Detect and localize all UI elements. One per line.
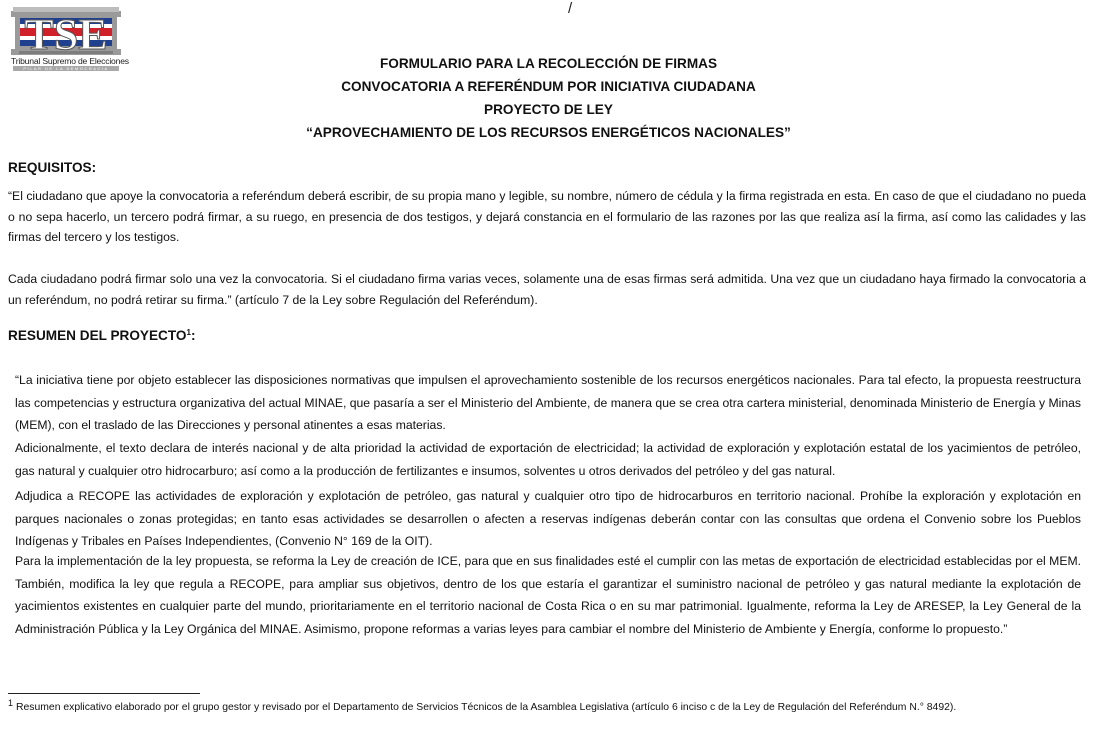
footnote-text: Resumen explicativo elaborado por el grupo gestor y revisado por el Departamento de Servicios Técnicos de la Asamblea Legislativa (artículo 6 inciso c de la Ley de Regulación del Referéndum N.° 8492). <box>16 702 957 713</box>
resumen-paragraph-4: Para la implementación de la ley propuesta, se reforma la Ley de creación de ICE, para que en sus finalidades esté el cumplir con las metas de exportación de electricidad establecidas por el MEM. También, modifica la ley que regula a RECOPE, para ampliar sus objetivos, dentro de los que estaría el garantizar el suministro nacional de petróleo y gas natural mediante la explotación de yacimientos existentes en cualquier parte del mundo, prioritariamente en el territorio nacional de Costa Rica o en su mar patrimonial. Igualmente, reforma la Ley de ARESEP, la Ley General de la Administración Pública y la Ley Orgánica del MINAE. Asimismo, propone reformas a varias leyes para cambiar el nombre del Ministerio de Ambiente y Energía, conforme lo propuesto.” <box>15 554 1081 636</box>
footnote-separator <box>8 693 200 694</box>
tse-logo-graphic <box>9 5 123 57</box>
footnote-reference: 1 <box>186 328 191 337</box>
document-title <box>0 52 1097 144</box>
stray-slash-mark: / <box>568 0 573 17</box>
footnote-number: 1 <box>8 698 14 708</box>
requisitos-paragraph-1: “El ciudadano que apoye la convocatoria a referéndum deberá escribir, de su propia mano y legible, su nombre, número de cédula y la firma registrada en esta. En caso de que el ciudadano no pueda o no sepa hacerlo, un tercero podrá firmar, a su ruego, en presencia de dos testigos, y dejará constancia en el formulario de las razones por las que realiza así la firma, así como las calidades y las firmas del tercero y los testigos. <box>8 189 1086 244</box>
resumen-paragraph-1: “La iniciativa tiene por objeto establecer las disposiciones normativas que impulsen el aprovechamiento sostenible de los recursos energéticos nacionales. Para tal efecto, la propuesta reestructura las competencias y estructura organizativa del actual MINAE, que pasaría a ser el Ministerio del Ambiente, de manera que se crea otra cartera ministerial, denominada Ministerio de Energía y Minas (MEM), con el traslado de las Direcciones y personal atinentes a esas materias. <box>15 373 1081 432</box>
logo-caption: Tribunal Supremo de Elecciones <box>11 56 129 66</box>
title-line-4: “APROVECHAMIENTO DE LOS RECURSOS ENERGÉTICOS NACIONALES” <box>306 125 791 140</box>
footnote <box>8 698 1088 713</box>
resumen-heading <box>8 328 196 343</box>
title-line-1: FORMULARIO PARA LA RECOLECCIÓN DE FIRMAS <box>379 56 718 71</box>
title-line-2: CONVOCATORIA A REFERÉNDUM POR INICIATIVA CIUDADANA <box>341 79 756 94</box>
tse-logo-letters: TSE <box>24 10 108 57</box>
requisitos-paragraph-2: Cada ciudadano podrá firmar solo una vez la convocatoria. Si el ciudadano firma varias veces, solamente una de esas firmas será admitida. Una vez que un ciudadano haya firmado la convocatoria a un referéndum, no podrá retirar su firma.” (artículo 7 de la Ley sobre Regulación del Referéndum). <box>8 272 1086 307</box>
requisitos-heading: REQUISITOS: <box>8 160 97 175</box>
resumen-paragraph-2: Adicionalmente, el texto declara de interés nacional y de alta prioridad la actividad de exportación de electricidad; la actividad de exploración y explotación estatal de los yacimientos de petróleo, gas natural y cualquier otro hidrocarburo; así como a la producción de fertilizantes e insumos, solventes u otros derivados del petróleo y del gas natural. <box>15 441 1081 478</box>
title-line-3: PROYECTO DE LEY <box>484 102 613 117</box>
logo-slogan: PILAR DE LA DEMOCRACIA <box>13 66 119 71</box>
resumen-heading-text: RESUMEN DEL PROYECTO <box>8 328 187 343</box>
resumen-heading-colon: : <box>190 328 196 343</box>
resumen-paragraph-3: Adjudica a RECOPE las actividades de exploración y explotación de petróleo, gas natural y cualquier otro tipo de hidrocarburos en territorio nacional. Prohíbe la exploración y explotación en parques nacionales o zonas protegidas; en tanto esas actividades se desarrollen o afecten a reservas indígenas deberán contar con las consultas que ordena el Convenio sobre los Pueblos Indígenas y Tribales en Países Independientes, (Convenio N° 169 de la OIT). <box>15 489 1081 548</box>
